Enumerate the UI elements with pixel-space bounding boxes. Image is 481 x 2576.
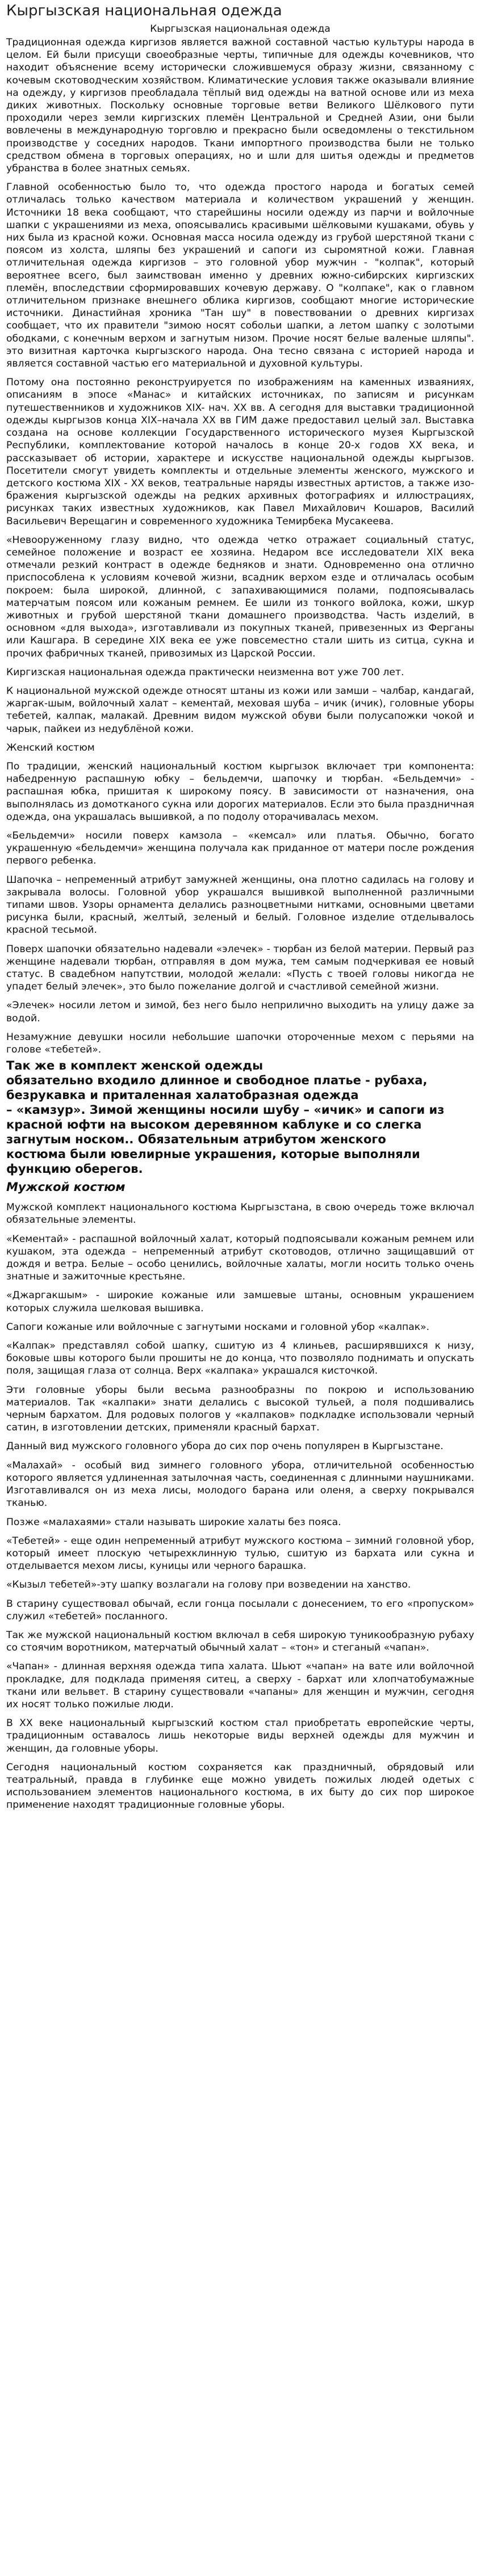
paragraph-intro-1: Традиционная одежда киргизов является важной составной частью культуры народа в целом. Ей были присущи своеобразные черты, типичные для одежды кочевников, что находит объяснение всему исторически сложившемуся образу жизни, связанному с кочевым скотоводческим хозяйством. Климатические условия также оказывали влияние на одежду, у киргизов преобладала тёплый вид одежды на ватной основе или из меха диких животных. Поскольку основные торговые ветви Великого Шёлкового пути проходили через земли киргизских племён Центральной и Средней Азии, они были вовлечены в международную торговлю и прекрасно были осведомлены о текстильном производстве у соседних народов. Ткани импортного производства были не только средством обмена в торговых операциях, но и шли для шитья одежды и предметов убранства в более знатных семьях.: [6, 37, 474, 175]
highlight-line: безрукавка и приталенная халатобразная одежда: [6, 1088, 359, 1102]
paragraph-men-7: Данный вид мужского головного убора до сих пор очень популярен в Кыргызстане.: [6, 1441, 444, 1453]
paragraph-intro-5: Киргизская национальная одежда практически неизменна вот уже 700 лет.: [6, 666, 404, 678]
paragraph-women-5: «Элечек» носили летом и зимой, без него было неприлично выходить на улицу даже за водой.: [6, 1000, 474, 1024]
paragraph-men-3: «Джаргакшым» - широкие кожаные или замшевые штаны, основным украшением которых служила шелковая вышивка.: [6, 1290, 474, 1314]
highlight-line: костюма были ювелирные украшения, которые выполняли: [6, 1147, 420, 1161]
highlight-line: Так же в комплект женской одежды: [6, 1059, 263, 1073]
paragraph-men-2: «Кементай» - распашной войлочный халат, который подпоясывали кожаным ремнем или кушаком, эта одежда – непременный атрибут скотоводов, отлично защищавший от дождя и ветра. Белые – особо ценились, войлочные халаты, могли носить только очень знатные и зажиточные крестьяне.: [6, 1233, 474, 1283]
highlight-line: – «камзур». Зимой женщины носили шубу – «ичик» и сапоги из: [6, 1103, 445, 1117]
paragraph-men-1: Мужской комплект национального костюма Кыргызстана, в свою очередь тоже включал обязательные элементы.: [6, 1202, 474, 1226]
highlight-line: загнутым носком.. Обязательным атрибутом женского: [6, 1133, 386, 1147]
paragraph-men-15: В XX веке национальный кыргызский костюм стал приобретать европейские черты, традиционным оставалось лишь некоторые виды верхней одежды для мужчин и женщин, да головные уборы.: [6, 1718, 474, 1754]
womens-costume-label: Женский костюм: [6, 742, 95, 754]
paragraph-women-4: Поверх шапочки обязательно надевали «элечек» - тюрбан из белой материи. Первый раз женщине надевали тюрбан, отправляя в дом мужа, тем самым подчеркивая ее новый статус. В свадебном напутствии, молодой желали: «Пусть с твоей головы никогда не упадет белый элечек», это было пожелание долгой и счастливой семейной жизни.: [6, 943, 474, 993]
paragraph-men-6: Эти головные уборы были весьма разнообразны по покрою и использованию материалов. Так «калпаки» знати делались с высокой тульей, а поля подшивались черным бархатом. Для родовых пологов у «калпаков» подкладке использовали черный сатин, в изготовлении детских, применяли красный бархат.: [6, 1384, 474, 1434]
paragraph-men-10: «Тебетей» - еще один непременный атрибут мужского костюма – зимний головной убор, который имеет плоскую четырехклинную тулью, сшитую из бархата или сукна и отделывается мехом лисы, куницы или черного барашка.: [6, 1535, 474, 1572]
paragraph-men-4: Сапоги кожаные или войлочные с загнутыми носками и головной убор «калпак».: [6, 1321, 430, 1333]
paragraph-intro-6: К национальной мужской одежде относят штаны из кожи или замши – чалбар, кандагай, жаргак-шым, войлочный халат – кементай, меховая шуба – ичик (ичик), головные уборы тебетей, калпак, малакай. Древним видом мужской обуви были полусапожки чокой и чарык, пайкеи из недублёной кожи.: [6, 685, 474, 735]
paragraph-men-16: Сегодня национальный костюм сохраняется как праздничный, обрядовый или театральный, правда в глубинке еще можно увидеть пожилых людей одетых с использованием элементов национального костюма, в их быту до сих пор широкое применение находят традиционные головные уборы.: [6, 1761, 474, 1811]
paragraph-men-5: «Калпак» представлял собой шапку, сшитую из 4 клиньев, расширявшихся к низу, боковые швы которого были прошиты не до конца, что позволяло поднимать и опускать поля, защищая глаза от солнца. Верх «калпака» украшался кисточкой.: [6, 1340, 474, 1377]
paragraph-men-14: «Чапан» - длинная верхняя одежда типа халата. Шьют «чапан» на вате или войлочной прокладке, для подклада применяя ситец, а сверху - бархат или хлопчатобумажные ткани или вельвет. В старину существовали «чапаны» для женщин и мужчин, сегодня их носят только пожилые люди.: [6, 1661, 474, 1710]
paragraph-intro-2: Главной особенностью было то, что одежда простого народа и богатых семей отличалась только качеством материала и количеством украшений у женщин. Источники 18 века сообщают, что старейшины носили одежду из парчи и войлочные шапки с украшениями из меха, опоясывались красивыми шёлковыми кушаками, обувь у них была из красной кожи. Основная масса носила одежду из грубой шерстяной ткани с поясом из холста, шляпы без украшений и сапоги из сыромятной кожи. Главная отличительная одежда киргизов – это головной убор мужчин - "колпак", который вероятнее всего, был заимствован именно у древних южно-сибирских киргизских племён, впоследствии сформировавших кочевую державу. О "колпаке", как о главном отличительном признаке внешнего облика киргизов, сообщают многие исторические источники. Династийная хроника "Тан шу" в повествовании о древних киргизах сообщает, что их правители "зимою носят собольи шапки, а летом шапку с золотыми ободками, с конечным верхом и загнутым низом. Прочие носят белые валеные шляпы". это визитная карточка кыргызского народа. Она тесно связана с историей народа и является составной частью его материальной и духовной культуры.: [6, 182, 474, 370]
paragraph-men-9: Позже «малахаями» стали называть широкие халаты без пояса.: [6, 1516, 341, 1528]
highlight-line: обязательно входило длинное и свободное платье - рубаха,: [6, 1074, 428, 1088]
paragraph-intro-4: «Невооруженному глазу видно, что одежда четко отражает социальный статус, семейное положение и возраст ее хозяина. Недаром все исследователи XIX века отмечали резкий контраст в одежде бедняков и знати. Одновременно она отлично приспособлена к условиям кочевой жизни, всадник верхом езде и отличалась особым покроем: была широкой, длинной, с запахивающимися полами, подпоясывалась матерчатым поясом или кожаным ремнем. Ее шили из тонкого войлока, кожи, шкур животных и грубой шерстяной ткани домашнего производства. Часть изделий, в основном «для выхода», изготавливали из покупных тканей, привезенных из Ферганы или Кашгара. В середине XIX века ее уже повсеместно стали шить из ситца, сукна и прочих фабричных тканей, привозимых из Царской России.: [6, 534, 474, 659]
paragraph-men-8: «Малахай» - особый вид зимнего головного убора, отличительной особенностью которого является удлиненная затылочная часть, соединенная с длинными наушниками. Изготавливался он из меха лисы, молодого барана или оленя, а сверху покрывался тканью.: [6, 1459, 474, 1509]
paragraph-men-13: Так же мужской национальный костюм включал в себя широкую туникообразную рубаху со стоячим воротником, матерчатый обычный халат – «тон» и стеганый «чапан».: [6, 1629, 474, 1654]
paragraph-women-3: Шапочка – непременный атрибут замужней женщины, она плотно садилась на голову и закрывала волосы. Головной убор украшался вышивкой выполненной различными типами швов. Узоры орнамента делались разноцветными нитками, основными цветами рисунка были, красный, желтый, зеленый и белый. Головное изделие отделывалось красной тесьмой.: [6, 874, 474, 936]
paragraph-women-2: «Бельдемчи» носили поверх камзола – «кемсал» или платья. Обычно, богато украшенную «бельдемчи» женщина получала как приданное от матери после рождения первого ребенка.: [6, 830, 474, 867]
paragraph-women-1: По традиции, женский национальный костюм кыргызок включает три компонента: набедренную распашную юбку – бельдемчи, шапочку и тюрбан. «Бельдемчи» - распашная юбка, пришитая к широкому поясу. В зависимости от назначения, она выполнялась из домотканого сукна или дорогих материалов. Если это была праздничная одежда, она украшалась вышивкой, а по подолу оторачивалась мехом.: [6, 760, 474, 823]
paragraph-men-11: «Кызыл тебетей»-эту шапку возлагали на голову при возведении на ханство.: [6, 1579, 411, 1591]
paragraph-men-12: В старину существовал обычай, если гонца посылали с донесением, то его «пропуском» служил «тебетей» посланного.: [6, 1598, 474, 1622]
highlight-line: красной юфти на высоком деревянном каблуке и со слегка: [6, 1118, 422, 1132]
highlight-line: функцию оберегов.: [6, 1162, 143, 1176]
page-title: Кыргызская национальная одежда: [6, 2, 282, 19]
mens-costume-heading: Мужской костюм: [6, 1180, 126, 1194]
paragraph-women-6: Незамужние девушки носили небольшие шапочки отороченные мехом с перьями на голове «тебетей».: [6, 1031, 474, 1056]
article-subtitle: Кыргызская национальная одежда: [150, 23, 331, 35]
womens-costume-highlight: [6, 1058, 474, 1176]
paragraph-intro-3: Потому она постоянно реконструируется по изображениям на каменных изваяниях, описаниям в эпосе «Манас» и китайских источниках, по записям и рисункам путешественников и художников XIX- нач. XX вв. А сегодня для выставки традиционной одежды кыргызов конца XIX–начала XX вв ГИМ даже предоставил целый зал. Выставка создана на основе коллекции Государственного исторического музея Кыргызской Республики, комплектование которой началось в конце 20-х годов XX века, и рассказывает об истории, характере и искусстве национальной одежды кыргызов. Посетители смогут увидеть комплекты и отдельные элементы женского, мужского и детского костюма XIX - XX веков, театральные наряды известных артистов, а также изо-бражения кыргызской одежды на редких архивных фотографиях и иллюстрациях, рисунках таких известных художников, как Павел Михайлович Кошаров, Василий Васильевич Верещагин и современного художника Темирбека Мусакеева.: [6, 377, 474, 527]
